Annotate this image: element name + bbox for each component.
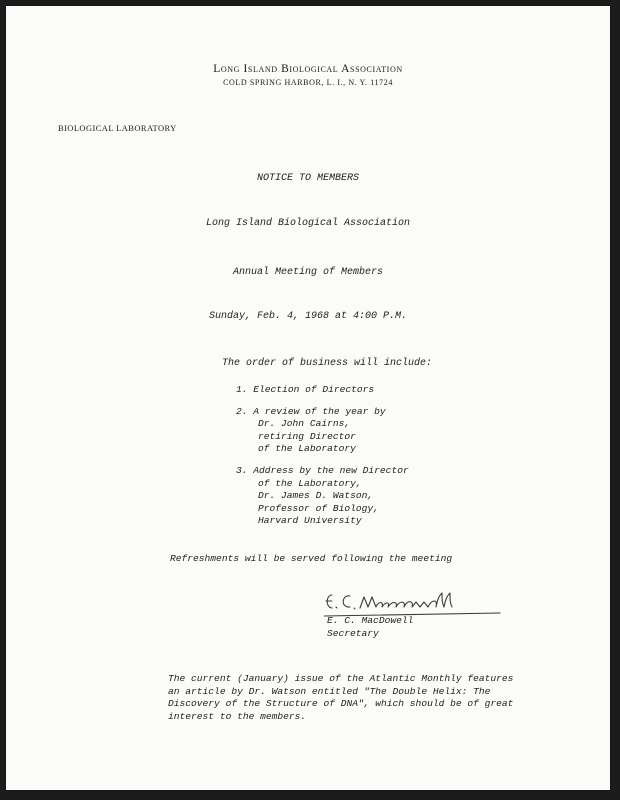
- signatory-title: Secretary: [327, 627, 379, 639]
- agenda-line: Dr. John Cairns,: [258, 418, 351, 430]
- signatory-name: E. C. MacDowell: [327, 615, 414, 626]
- document-page: [6, 6, 610, 790]
- agenda-line: Professor of Biology,: [258, 502, 379, 514]
- footer-line: Discovery of the Structure of DNA", which should be of great: [168, 698, 514, 710]
- agenda-line: of the Laboratory,: [258, 477, 362, 489]
- footer-note: [168, 673, 513, 723]
- agenda-line: 1. Election of Directors: [236, 384, 375, 395]
- agenda-line: retiring Director: [258, 430, 356, 442]
- signatory: [327, 615, 413, 640]
- agenda-intro: The order of business will include:: [222, 358, 433, 369]
- agenda-item: [236, 384, 409, 397]
- letterhead-organization: Long Island Biological Association: [213, 63, 403, 75]
- notice-title: NOTICE TO MEMBERS: [256, 173, 360, 184]
- agenda-line: Dr. James D. Watson,: [258, 490, 374, 502]
- agenda-line: Harvard University: [258, 515, 362, 527]
- agenda-item: [236, 406, 409, 456]
- footer-line: interest to the members.: [168, 710, 307, 722]
- agenda-line: of the Laboratory: [258, 443, 356, 455]
- footer-line: an article by Dr. Watson entitled "The Double Helix: The: [168, 685, 491, 697]
- agenda-line: 3. Address by the new Director: [236, 464, 409, 476]
- agenda-list: [236, 384, 409, 537]
- footer-line: The current (January) issue of the Atlantic Monthly features: [168, 673, 514, 684]
- notice-date: Sunday, Feb. 4, 1968 at 4:00 P.M.: [208, 311, 408, 322]
- agenda-line: 2. A review of the year by: [236, 405, 386, 417]
- letterhead-department: BIOLOGICAL LABORATORY: [58, 123, 177, 133]
- notice-association: Long Island Biological Association: [205, 218, 411, 229]
- refreshments-note: Refreshments will be served following the meeting: [170, 553, 453, 564]
- agenda-item: [236, 465, 409, 528]
- notice-meeting: Annual Meeting of Members: [232, 267, 384, 278]
- letterhead-address: COLD SPRING HARBOR, L. I., N. Y. 11724: [223, 78, 393, 87]
